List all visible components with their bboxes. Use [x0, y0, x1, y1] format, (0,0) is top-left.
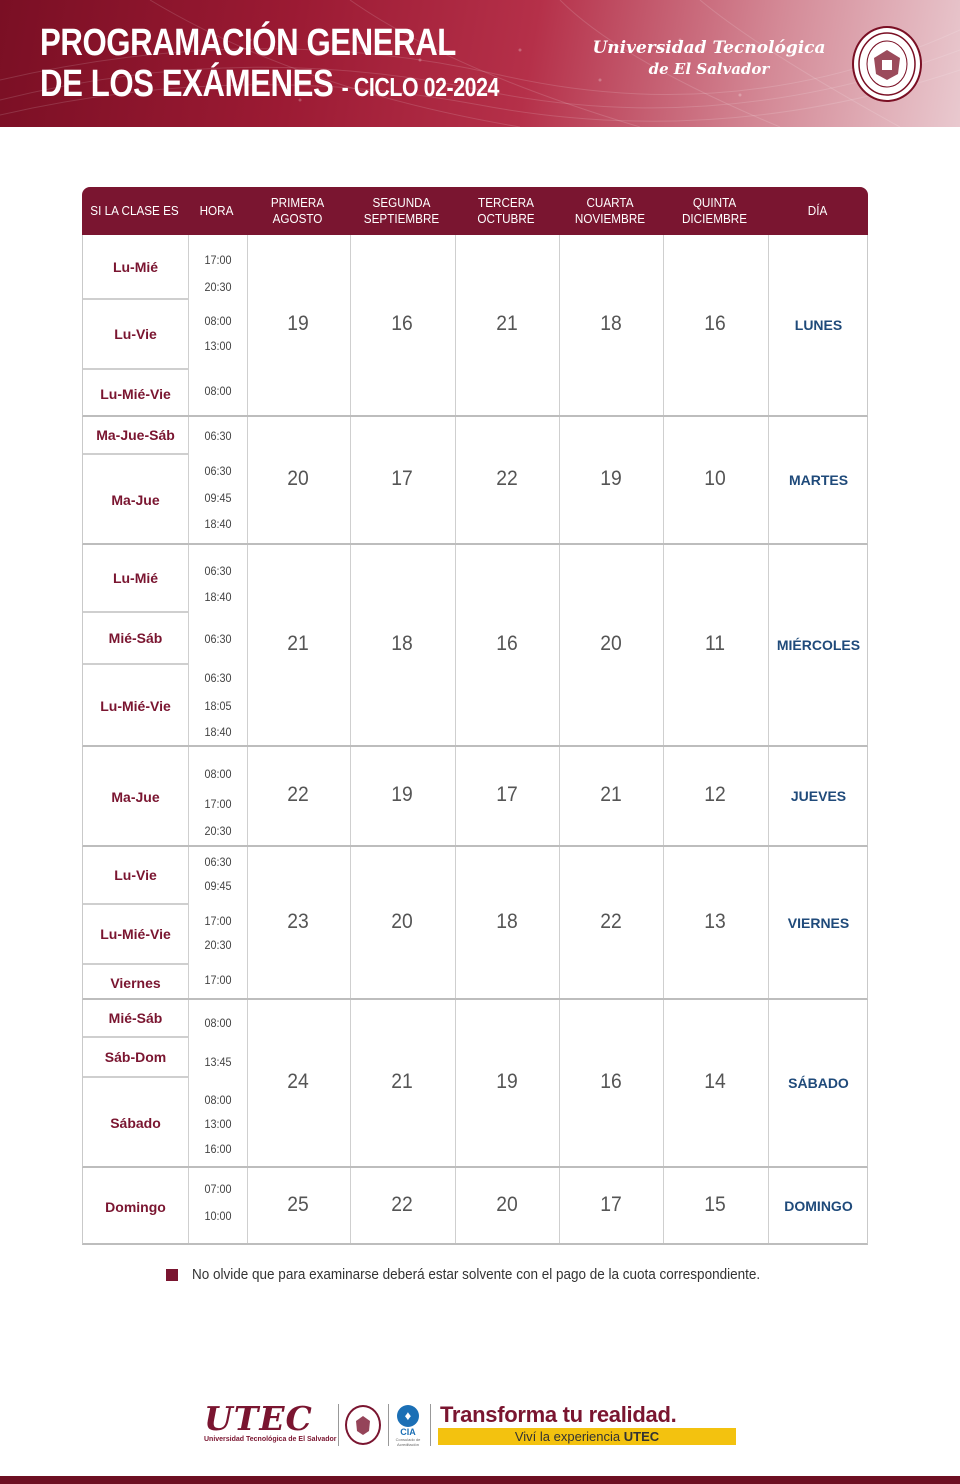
- class-hour: 18:40: [204, 517, 232, 531]
- class-hour: 13:00: [204, 1117, 232, 1131]
- column-divider: [455, 417, 456, 543]
- column-header-title: CUARTA: [586, 195, 634, 210]
- class-days-label: Viernes: [110, 974, 161, 991]
- column-divider: [188, 747, 189, 845]
- class-days-label: Sábado: [110, 1115, 161, 1131]
- class-hour: 09:45: [204, 491, 232, 505]
- class-days-label: Mié-Sáb: [83, 613, 188, 665]
- class-hour: 18:40: [204, 590, 232, 604]
- exam-date: 18: [391, 632, 413, 655]
- university-name-line1: Universidad Tecnológica: [592, 38, 826, 58]
- footer-divider: [338, 1404, 339, 1446]
- class-hour: 17:00: [204, 253, 232, 267]
- exam-date: 19: [391, 783, 413, 806]
- class-hour: 08:00: [204, 384, 232, 398]
- column-divider: [188, 1168, 189, 1243]
- exam-schedule-table: [82, 187, 868, 1245]
- exam-date: 16: [600, 1070, 622, 1093]
- class-days-label: Lu-Mié-Vie: [100, 385, 171, 402]
- column-header-title: TERCERA: [478, 195, 534, 210]
- column-header: [772, 187, 863, 235]
- column-divider: [559, 235, 560, 415]
- class-hour: 17:00: [204, 797, 232, 811]
- column-divider: [247, 1000, 248, 1166]
- exam-date: 13: [704, 909, 726, 933]
- exam-date: 21: [600, 783, 622, 806]
- class-days-label: Lu-Vie: [83, 847, 188, 905]
- column-header: [354, 187, 449, 235]
- column-divider: [350, 1000, 351, 1166]
- column-divider: [663, 235, 664, 415]
- column-divider: [559, 545, 560, 745]
- column-header-title: HORA: [199, 203, 234, 218]
- column-divider: [455, 1168, 456, 1243]
- column-divider: [559, 747, 560, 845]
- column-divider: [559, 1000, 560, 1166]
- column-header-title: QUINTA: [692, 195, 737, 210]
- slogan: Transforma tu realidad.: [440, 1402, 677, 1427]
- class-hour: 08:00: [204, 767, 232, 781]
- column-divider: [455, 747, 456, 845]
- column-divider: [455, 545, 456, 745]
- day-group-3: [82, 747, 868, 847]
- column-header-month: NOVIEMBRE: [574, 211, 646, 226]
- exam-date: 22: [287, 783, 309, 806]
- exam-day-label: SÁBADO: [788, 1075, 849, 1091]
- exam-date: 11: [704, 632, 726, 655]
- exam-date: 21: [496, 312, 518, 335]
- column-header-month: AGOSTO: [272, 211, 323, 226]
- column-header-month: OCTUBRE: [477, 211, 535, 226]
- exam-day-label: MARTES: [788, 472, 849, 488]
- day-group-2: [82, 545, 868, 747]
- exam-date: 14: [704, 1070, 726, 1093]
- class-hour: 08:00: [204, 1093, 232, 1107]
- class-hour: 17:00: [204, 973, 232, 987]
- exam-date: 24: [287, 1070, 309, 1093]
- class-days-label: Lu-Mié-Vie: [100, 698, 171, 714]
- class-hour: 06:30: [204, 855, 232, 869]
- column-divider: [663, 1168, 664, 1243]
- day-group-0: [82, 235, 868, 417]
- exam-date: 16: [496, 632, 518, 655]
- day-group-1: [82, 417, 868, 545]
- column-header: [563, 187, 657, 235]
- table-header: [82, 187, 868, 235]
- footnote-text: No olvide que para examinarse deberá estar solvente con el pago de la cuota correspondiente.: [192, 1266, 761, 1283]
- column-header: [87, 187, 182, 235]
- utec-logo: [204, 1399, 337, 1443]
- column-divider: [663, 1000, 664, 1166]
- exam-date: 16: [391, 312, 413, 335]
- column-divider: [188, 417, 189, 543]
- day-group-6: [82, 1168, 868, 1245]
- cia-logo-subtitle: Consulado de Acreditación: [395, 1437, 421, 1447]
- exam-date: 22: [391, 1192, 413, 1216]
- column-header: [190, 187, 243, 235]
- column-header-title: DÍA: [807, 203, 828, 218]
- class-hour: 13:00: [204, 339, 232, 353]
- column-divider: [663, 417, 664, 543]
- class-hour: 17:00: [204, 914, 232, 928]
- column-divider: [188, 235, 189, 415]
- bottom-bar: [0, 1476, 960, 1484]
- column-divider: [455, 847, 456, 998]
- class-hour: 20:30: [204, 280, 232, 294]
- tagline-brand: UTEC: [623, 1429, 660, 1444]
- column-header-month: DICIEMBRE: [681, 211, 747, 226]
- column-divider: [188, 545, 189, 745]
- page-title-line2: [40, 63, 499, 106]
- class-hour: 13:45: [204, 1055, 232, 1069]
- column-divider: [350, 1168, 351, 1243]
- exam-date: 23: [287, 909, 309, 933]
- page-title-cycle: - CICLO 02-2024: [341, 72, 500, 102]
- exam-date: 19: [600, 467, 622, 490]
- exam-day-label: LUNES: [794, 317, 843, 333]
- column-divider: [350, 235, 351, 415]
- class-hour: 08:00: [204, 1016, 232, 1030]
- class-hour: 06:30: [204, 564, 232, 578]
- exam-date: 22: [496, 467, 518, 490]
- exam-day-label: DOMINGO: [784, 1197, 853, 1214]
- class-days-label: Domingo: [105, 1198, 166, 1215]
- exam-date: 12: [704, 783, 726, 806]
- utec-logo-text: UTEC: [204, 1399, 313, 1438]
- class-hour: 07:00: [204, 1182, 232, 1196]
- class-days-label: Lu-Vie: [83, 300, 188, 370]
- exam-date: 18: [496, 909, 518, 933]
- exam-date: 20: [496, 1192, 518, 1216]
- exam-date: 18: [600, 312, 622, 335]
- class-days-label: Sáb-Dom: [83, 1038, 188, 1078]
- exam-date: 19: [496, 1070, 518, 1093]
- class-hour: 08:00: [204, 314, 232, 328]
- tagline-banner: [438, 1428, 736, 1445]
- class-hour: 06:30: [204, 464, 232, 478]
- exam-date: 25: [287, 1192, 309, 1216]
- class-days-label: Ma-Jue-Sáb: [83, 417, 188, 455]
- exam-day-label: JUEVES: [790, 788, 847, 804]
- class-hour: 10:00: [204, 1209, 232, 1223]
- exam-date: 20: [391, 909, 413, 933]
- class-days-label: Lu-Mié: [83, 235, 188, 300]
- column-divider: [247, 545, 248, 745]
- cia-logo-text: CIA: [400, 1427, 416, 1437]
- column-divider: [350, 747, 351, 845]
- day-group-5: [82, 1000, 868, 1168]
- exam-date: 10: [704, 467, 726, 490]
- tagline-text: Viví la experiencia: [514, 1429, 621, 1444]
- exam-date: 22: [600, 909, 622, 933]
- column-divider: [455, 1000, 456, 1166]
- column-divider: [247, 1168, 248, 1243]
- column-divider: [663, 747, 664, 845]
- page-title-line1: PROGRAMACIÓN GENERAL: [40, 22, 456, 64]
- exam-date: 17: [391, 467, 413, 490]
- column-header: [459, 187, 553, 235]
- class-hour: 09:45: [204, 879, 232, 893]
- page-title-main: DE LOS EXÁMENES: [40, 63, 334, 105]
- column-divider: [188, 1000, 189, 1166]
- cia-logo: [393, 1405, 423, 1445]
- university-name-line2: de El Salvador: [648, 60, 770, 78]
- column-divider: [247, 417, 248, 543]
- exam-date: 21: [391, 1070, 413, 1093]
- column-divider: [350, 545, 351, 745]
- exam-date: 17: [496, 783, 518, 806]
- class-hour: 16:00: [204, 1142, 232, 1156]
- exam-date: 20: [600, 632, 622, 655]
- column-divider: [188, 847, 189, 998]
- column-divider: [559, 1168, 560, 1243]
- header-banner: [0, 0, 960, 127]
- column-header-title: SEGUNDA: [372, 195, 431, 210]
- exam-day-label: VIERNES: [787, 914, 850, 931]
- exam-date: 16: [704, 312, 726, 335]
- column-divider: [350, 847, 351, 998]
- column-divider: [455, 235, 456, 415]
- class-days-label: Lu-Mié-Vie: [83, 905, 188, 965]
- day-group-4: [82, 847, 868, 1000]
- bullet-square-icon: [166, 1269, 178, 1281]
- footer-divider: [388, 1404, 389, 1446]
- column-header: [251, 187, 344, 235]
- class-hour: 06:30: [204, 632, 232, 646]
- exam-date: 19: [287, 312, 309, 335]
- university-seal-icon: [852, 26, 922, 102]
- exam-date: 21: [287, 632, 309, 655]
- exam-day-label: MIÉRCOLES: [776, 637, 861, 653]
- exam-date: 15: [704, 1192, 726, 1216]
- utec-logo-subtitle: Universidad Tecnológica de El Salvador: [204, 1436, 337, 1443]
- column-divider: [350, 417, 351, 543]
- column-divider: [247, 235, 248, 415]
- column-divider: [559, 847, 560, 998]
- exam-date: 20: [287, 467, 309, 490]
- column-divider: [663, 847, 664, 998]
- column-divider: [663, 545, 664, 745]
- class-hour: 20:30: [204, 824, 232, 838]
- table-body: [82, 235, 868, 1245]
- cia-drop-icon: ♦: [397, 1405, 419, 1427]
- class-days-label: Lu-Mié: [83, 545, 188, 613]
- class-days-label: Ma-Jue: [111, 789, 160, 805]
- footnote: [166, 1266, 823, 1283]
- column-header-title: PRIMERA: [270, 195, 325, 210]
- column-header: [667, 187, 762, 235]
- column-divider: [247, 747, 248, 845]
- exam-date: 17: [600, 1192, 622, 1216]
- footer-divider: [430, 1404, 431, 1446]
- class-days-label: Mié-Sáb: [83, 1000, 188, 1038]
- column-header-title: SI LA CLASE ES: [90, 203, 179, 218]
- column-divider: [559, 417, 560, 543]
- class-hour: 18:05: [204, 699, 232, 713]
- class-hour: 20:30: [204, 938, 232, 952]
- column-header-month: SEPTIEMBRE: [363, 211, 440, 226]
- class-days-label: Ma-Jue: [111, 492, 160, 508]
- class-hour: 06:30: [204, 671, 232, 685]
- class-hour: 06:30: [204, 429, 232, 443]
- university-name: [578, 38, 840, 80]
- footer-seal-icon: [345, 1405, 381, 1445]
- column-divider: [247, 847, 248, 998]
- class-hour: 18:40: [204, 725, 232, 739]
